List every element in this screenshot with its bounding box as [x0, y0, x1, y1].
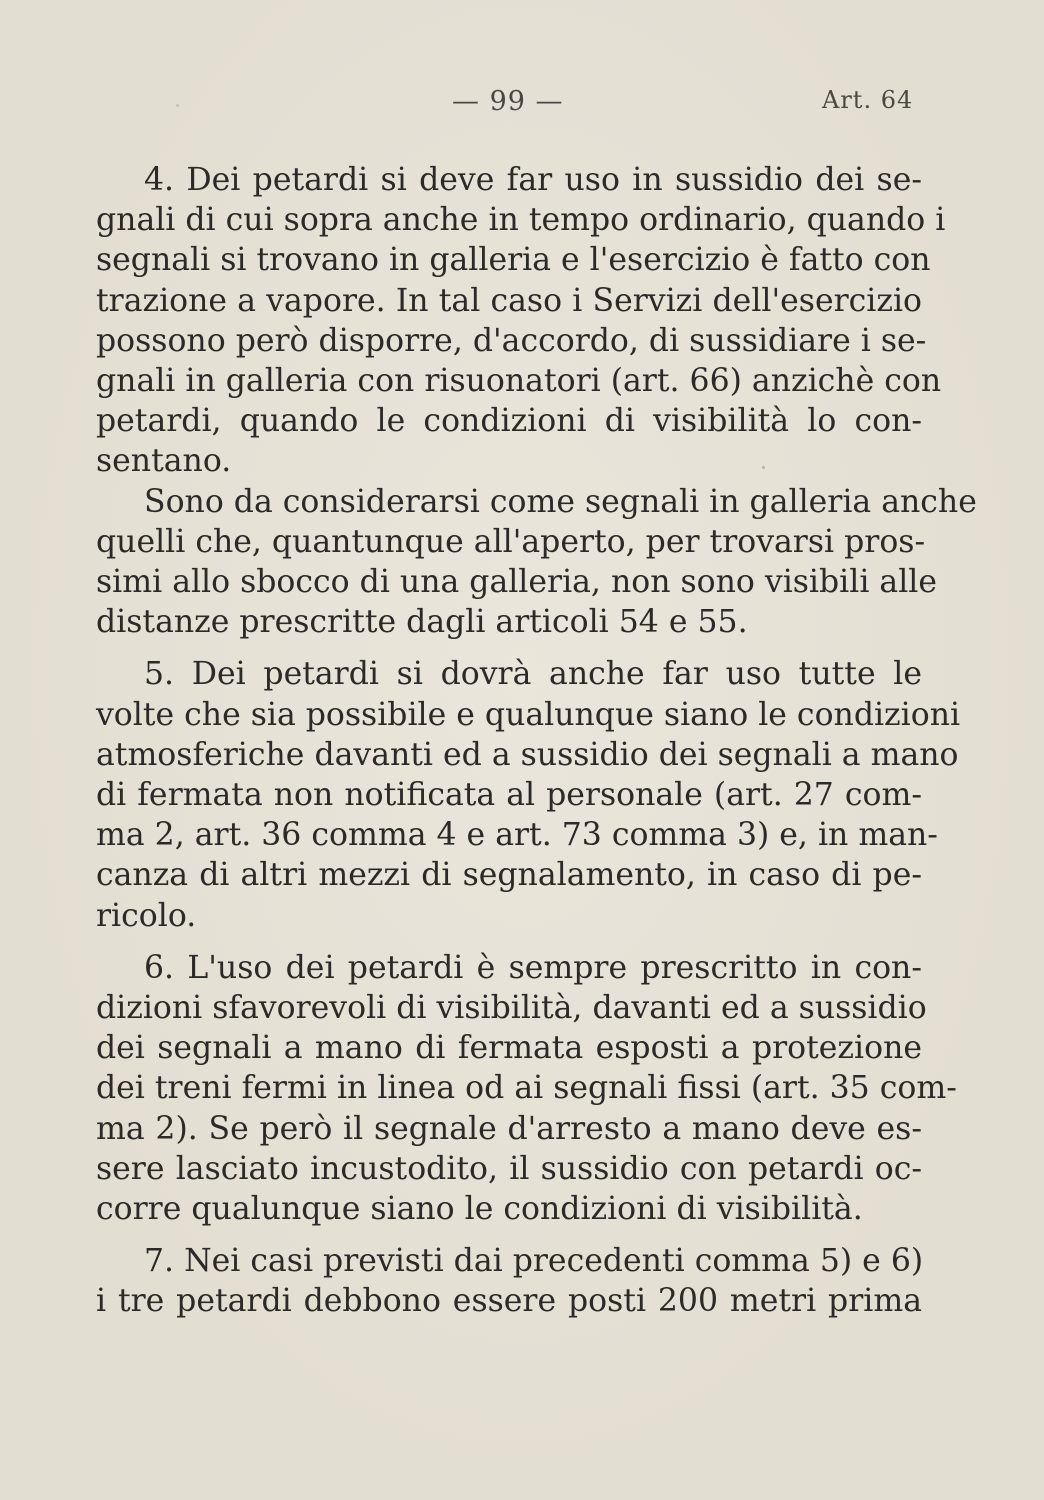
text-line: ma 2). Se però il segnale d'arresto a mano deve es- — [96, 1110, 922, 1147]
text-line: gnali di cui sopra anche in tempo ordinario, quando i — [96, 202, 946, 239]
paper-speck — [762, 466, 765, 469]
text-line: 6. L'uso dei petardi è sempre prescritto in con- — [144, 949, 922, 986]
text-line: corre qualunque siano le condizioni di visibilità. — [96, 1191, 863, 1228]
text-line: distanze prescritte dagli articoli 54 e 55. — [96, 604, 748, 641]
body-text — [96, 160, 977, 1322]
text-line: sere lasciato incustodito, il sussidio con petardi oc- — [96, 1150, 922, 1187]
paragraph-6 — [96, 948, 957, 1229]
page-header — [0, 86, 1044, 130]
text-line: dei segnali a mano di fermata esposti a protezione — [96, 1030, 922, 1067]
paragraph-4 — [96, 160, 946, 482]
text-line: quelli che, quantunque all'aperto, per trovarsi pros- — [96, 523, 926, 560]
text-line: i tre petardi debbono essere posti 200 metri prima — [96, 1283, 922, 1320]
text-line: petardi, quando le condizioni di visibilità lo con- — [96, 403, 922, 440]
text-line: dizioni sfavorevoli di visibilità, davanti ed a sussidio — [96, 990, 927, 1027]
text-line: canza di altri mezzi di segnalamento, in caso di pe- — [96, 857, 922, 894]
text-line: sentano. — [96, 443, 232, 480]
paragraph-gap — [96, 936, 922, 948]
text-line: ricolo. — [96, 897, 197, 934]
paragraph-7 — [96, 1241, 922, 1321]
text-line: di fermata non notificata al personale (art. 27 com- — [96, 777, 922, 814]
text-line: 5. Dei petardi si dovrà anche far uso tutte le — [144, 656, 922, 693]
paragraph-4-continued — [96, 482, 977, 643]
text-line: segnali si trovano in galleria e l'esercizio è fatto con — [96, 242, 931, 279]
text-line: 4. Dei petardi si deve far uso in sussidio dei se- — [144, 162, 922, 198]
text-line: Sono da considerarsi come segnali in galleria anche — [144, 483, 977, 520]
text-line: atmosferiche davanti ed a sussidio dei segnali a mano — [96, 736, 959, 773]
text-line: gnali in galleria con risuonatori (art. 66) anzichè con — [96, 363, 942, 400]
text-line: possono però disporre, d'accordo, di sussidiare i se- — [96, 322, 927, 359]
text-line: 7. Nei casi previsti dai precedenti comma 5) e 6) — [144, 1243, 924, 1280]
paper-speck — [176, 104, 179, 107]
paragraph-5 — [96, 654, 961, 935]
page-number: — 99 — — [452, 86, 564, 117]
paragraph-gap — [96, 642, 922, 654]
text-line: volte che sia possibile e qualunque siano le condizioni — [96, 696, 961, 733]
running-head: Art. 64 — [822, 86, 914, 114]
paragraph-gap — [96, 1229, 922, 1241]
paper-speck — [928, 584, 931, 587]
text-line: dei treni fermi in linea od ai segnali fissi (art. 35 com- — [96, 1070, 957, 1107]
text-line: simi allo sbocco di una galleria, non sono visibili alle — [96, 564, 937, 601]
text-line: trazione a vapore. In tal caso i Servizi dell'esercizio — [96, 282, 922, 319]
text-line: ma 2, art. 36 comma 4 e art. 73 comma 3) e, in man- — [96, 817, 938, 854]
